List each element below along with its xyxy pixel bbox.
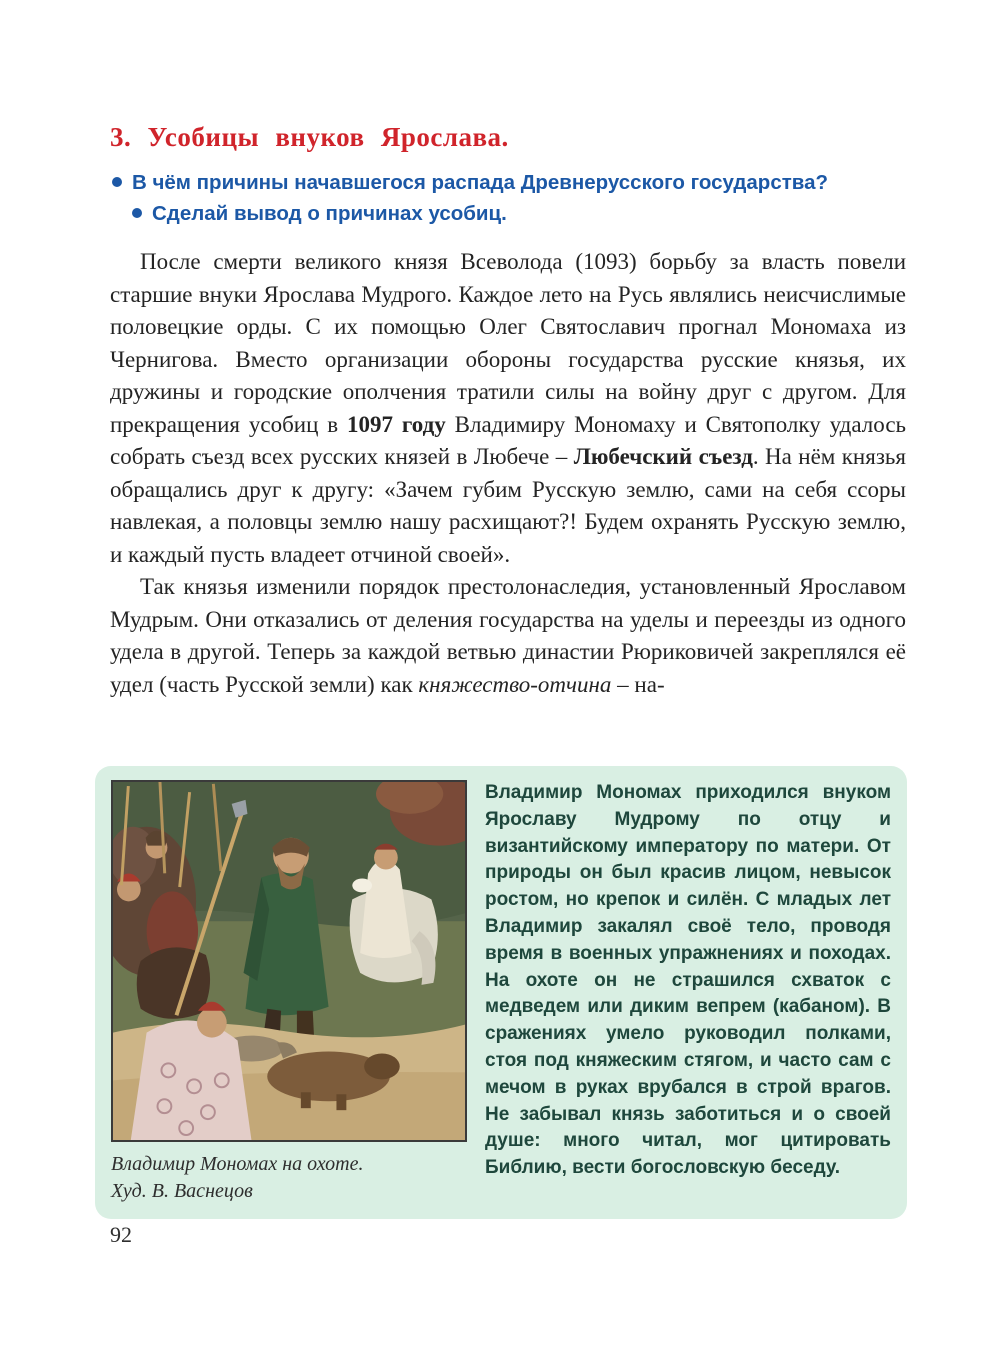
- figure: [111, 780, 467, 1205]
- body-paragraph: После смерти великого князя Всеволода (1093) борьбу за власть повели старшие внуки Ярослава Мудрого. Каждое лето на Русь являлись неисчислимые половецкие орды. С их помощью Олег Святославич прогнал Мономаха из Чернигова. Вместо организации обороны государства русские князья, их дружины и городские ополчения тратили силы на войну друг с другом. Для прекращения усобиц в 1097 году Владимиру Мономаху и Святополку удалось собрать съезд всех русских князей в Любече – Любечский съезд. На нём князья обращались друг к другу: «Зачем губим Русскую землю, сами на себя ссоры навлекая, а половцы землю нашу расхищают?! Будем охранять Русскую землю, и каждый пусть владеет отчиной своей».: [110, 249, 907, 567]
- painting-caption: [111, 1151, 467, 1205]
- question-text: В чём причины начавшегося распада Древнерусского государства?: [132, 171, 829, 194]
- infobox-text: Владимир Мономах приходился внуком Ярославу Мудрому по отцу и византийскому императору по матери. От природы он был красив лицом, невысок ростом, но крепок и силён. С младых лет Владимир закалял своё тело, проводя время в военных упражнениях и походах. На охоте он не страшился схваток с медведем или диким вепрем (кабаном). В сражениях умело руководил полками, стоя под княжеским стягом, и часто сам с мечом в руках врубался в строй врагов. Не забывал князь заботиться и о своей душе: много читал, мог цитировать Библию, вести богословскую беседу.: [485, 782, 891, 1179]
- question-text: Сделай вывод о причинах усобиц.: [152, 202, 507, 225]
- infobox-vladimir-monomakh: [95, 766, 907, 1219]
- question-item: [130, 200, 906, 228]
- caption-line-2: Худ. В. Васнецов: [111, 1180, 253, 1202]
- hunting-painting-image: [111, 780, 467, 1142]
- bullet-icon: [112, 177, 122, 187]
- body-paragraph: Так князья изменили порядок престолонаследия, установленный Ярославом Мудрым. Они отказались от деления государства на уделы и переезды из одного удела в другой. Теперь за каждой ветвью династии Рюриковичей закреплялся её удел (часть Русской земли) как княжество-отчина – на-: [110, 574, 906, 697]
- bullet-icon: [132, 208, 142, 218]
- question-item: [110, 169, 906, 197]
- page-number: 92: [110, 1222, 132, 1247]
- question-list: [110, 169, 906, 228]
- section-heading: 3. Усобицы внуков Ярослава.: [110, 122, 509, 152]
- page-content: [110, 122, 906, 701]
- caption-line-1: Владимир Мономах на охоте.: [111, 1153, 364, 1175]
